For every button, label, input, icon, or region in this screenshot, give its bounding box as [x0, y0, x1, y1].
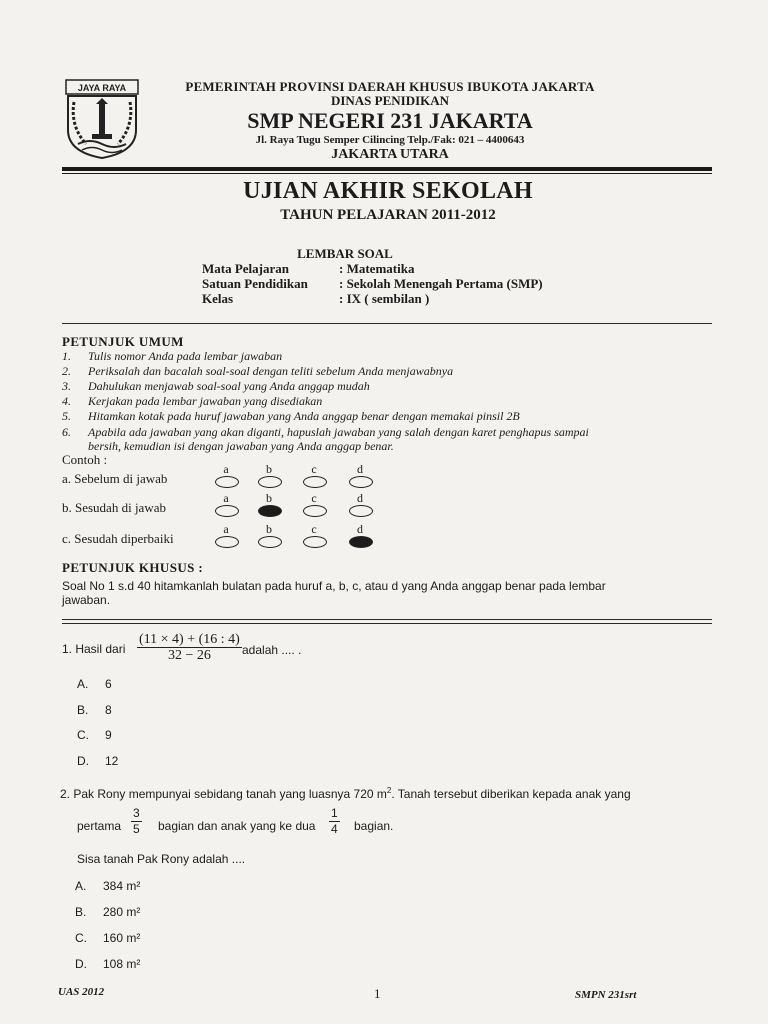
- general-instructions-heading: PETUNJUK UMUM: [62, 334, 184, 349]
- special-instructions-line: jawaban.: [62, 593, 111, 607]
- choice-value: 12: [105, 754, 119, 768]
- empty-answer-bubble: [258, 476, 282, 488]
- school-city: JAKARTA UTARA: [331, 147, 449, 162]
- exam-title: UJIAN AKHIR SEKOLAH: [243, 178, 533, 204]
- info-label: Kelas: [202, 291, 234, 306]
- example-option-letter: d: [357, 491, 363, 505]
- question-2-end: bagian.: [354, 819, 394, 833]
- empty-answer-bubble: [349, 505, 373, 517]
- question-2-text: [60, 786, 631, 801]
- instruction-text: Kerjakan pada lembar jawaban yang disediakan: [88, 394, 323, 408]
- choice-value: 6: [105, 677, 112, 691]
- empty-answer-bubble: [215, 505, 239, 517]
- question-1-choice: [77, 728, 157, 742]
- example-option-letter: c: [311, 462, 317, 476]
- logo-text: JAYA RAYA: [77, 83, 127, 93]
- questions-divider: [62, 623, 712, 624]
- question-2-first: pertama: [77, 819, 122, 833]
- header-government-line: PEMERINTAH PROVINSI DAERAH KHUSUS IBUKOTA JAKARTA: [185, 79, 595, 94]
- fraction-numerator: 1: [331, 806, 338, 820]
- fraction-denominator: 32 − 26: [167, 648, 211, 663]
- exam-year: TAHUN PELAJARAN 2011-2012: [280, 207, 496, 223]
- question-2-middle: bagian dan anak yang ke dua: [158, 819, 316, 833]
- section-divider: [62, 323, 712, 324]
- filled-answer-bubble: [349, 536, 373, 548]
- instruction-text: Apabila ada jawaban yang akan diganti, hapuslah jawaban yang salah dengan karet penghapus sampai: [88, 425, 589, 439]
- choice-value: 108 m²: [103, 957, 141, 971]
- instruction-number: 1.: [62, 349, 71, 363]
- filled-answer-bubble: [258, 505, 282, 517]
- empty-answer-bubble: [215, 476, 239, 488]
- example-row-label: c. Sesudah diperbaiki: [62, 531, 174, 546]
- header-department-line: DINAS PENIDIKAN: [330, 93, 450, 108]
- fraction-denominator: 4: [331, 822, 338, 836]
- question-2-line: 2. Pak Rony mempunyai sebidang tanah yang luasnya 720 m: [60, 787, 387, 801]
- instruction-text: Hitamkan kotak pada huruf jawaban yang Anda anggap benar dengan memakai pinsil 2B: [88, 409, 520, 423]
- example-option-letter: b: [266, 462, 272, 476]
- instruction-text: Tulis nomor Anda pada lembar jawaban: [88, 349, 283, 363]
- instruction-number: 4.: [62, 394, 71, 408]
- question-1-prefix: 1. Hasil dari: [62, 642, 126, 656]
- footer-exam-code: UAS 2012: [58, 986, 105, 998]
- instruction-number: 6.: [62, 425, 71, 439]
- empty-answer-bubble: [303, 505, 327, 517]
- page-number: 1: [374, 986, 381, 1001]
- instruction-number: 5.: [62, 409, 71, 423]
- choice-value: 280 m²: [103, 905, 141, 919]
- info-label: Mata Pelajaran: [202, 261, 290, 276]
- school-emblem-logo: [64, 78, 140, 160]
- choice-letter: D.: [75, 957, 87, 971]
- choice-letter: D.: [77, 754, 89, 768]
- question-2-remaining: Sisa tanah Pak Rony adalah ....: [77, 852, 246, 866]
- choice-letter: B.: [75, 905, 87, 919]
- choice-value: 160 m²: [103, 931, 141, 945]
- info-value: : IX ( sembilan ): [339, 291, 430, 306]
- question-2-choice: [75, 957, 195, 971]
- example-option-letter: c: [311, 491, 317, 505]
- fraction-numerator: (11 × 4) + (16 : 4): [139, 632, 240, 647]
- empty-answer-bubble: [303, 536, 327, 548]
- question-2-choice: [75, 931, 195, 945]
- question-2-fraction-first: [131, 806, 142, 837]
- empty-answer-bubble: [258, 536, 282, 548]
- special-instructions-line: Soal No 1 s.d 40 hitamkanlah bulatan pada huruf a, b, c, atau d yang Anda anggap benar pada lembar: [62, 579, 606, 593]
- fraction-numerator: 3: [133, 806, 140, 820]
- questions-divider: [62, 619, 712, 620]
- instruction-number: 2.: [62, 364, 71, 378]
- example-row-label: a. Sebelum di jawab: [62, 471, 168, 486]
- choice-value: 384 m²: [103, 879, 141, 893]
- question-1-choice: [77, 703, 157, 717]
- empty-answer-bubble: [303, 476, 327, 488]
- question-1-choice: [77, 677, 157, 691]
- instruction-text: bersih, kemudian isi dengan jawaban yang Anda anggap benar.: [88, 439, 394, 453]
- sheet-title: LEMBAR SOAL: [297, 246, 393, 261]
- info-label: Satuan Pendidikan: [202, 276, 308, 291]
- example-option-letter: d: [357, 522, 363, 536]
- example-option-letter: c: [311, 522, 317, 536]
- example-option-letter: b: [266, 522, 272, 536]
- header-divider-thin: [62, 173, 712, 174]
- question-1-choice: [77, 754, 157, 768]
- example-row-label: b. Sesudah di jawab: [62, 500, 166, 515]
- question-2-line-rest: . Tanah tersebut diberikan kepada anak yang: [391, 787, 631, 801]
- choice-letter: C.: [77, 728, 89, 742]
- example-option-letter: a: [223, 522, 229, 536]
- info-value: : Matematika: [339, 261, 415, 276]
- choice-value: 8: [105, 703, 112, 717]
- superscript: 2: [386, 786, 392, 795]
- choice-letter: B.: [77, 703, 89, 717]
- school-address: Jl. Raya Tugu Semper Cilincing Telp./Fak: 021 – 4400643: [255, 134, 525, 146]
- example-option-letter: a: [223, 491, 229, 505]
- question-1-fraction: [137, 632, 242, 664]
- choice-value: 9: [105, 728, 112, 742]
- example-option-letter: d: [357, 462, 363, 476]
- example-option-letter: b: [266, 491, 272, 505]
- question-2-fraction-second: [329, 806, 340, 837]
- question-2-choice: [75, 905, 195, 919]
- instruction-text: Dahulukan menjawab soal-soal yang Anda anggap mudah: [88, 379, 370, 393]
- instruction-number: 3.: [62, 379, 71, 393]
- school-name: SMP NEGERI 231 JAKARTA: [247, 108, 533, 133]
- special-instructions-heading: PETUNJUK KHUSUS :: [62, 560, 204, 575]
- choice-letter: C.: [75, 931, 87, 945]
- fraction-denominator: 5: [133, 822, 140, 836]
- choice-letter: A.: [77, 677, 89, 691]
- info-value: : Sekolah Menengah Pertama (SMP): [339, 276, 543, 291]
- header-divider-thick: [62, 167, 712, 171]
- example-option-letter: a: [223, 462, 229, 476]
- example-label: Contoh :: [62, 452, 108, 467]
- choice-letter: A.: [75, 879, 87, 893]
- empty-answer-bubble: [215, 536, 239, 548]
- empty-answer-bubble: [349, 476, 373, 488]
- question-1-suffix: adalah .... .: [242, 643, 302, 657]
- question-2-choice: [75, 879, 195, 893]
- instruction-text: Periksalah dan bacalah soal-soal dengan teliti sebelum Anda menjawabnya: [88, 364, 454, 378]
- footer-school-code: SMPN 231srt: [575, 989, 637, 1001]
